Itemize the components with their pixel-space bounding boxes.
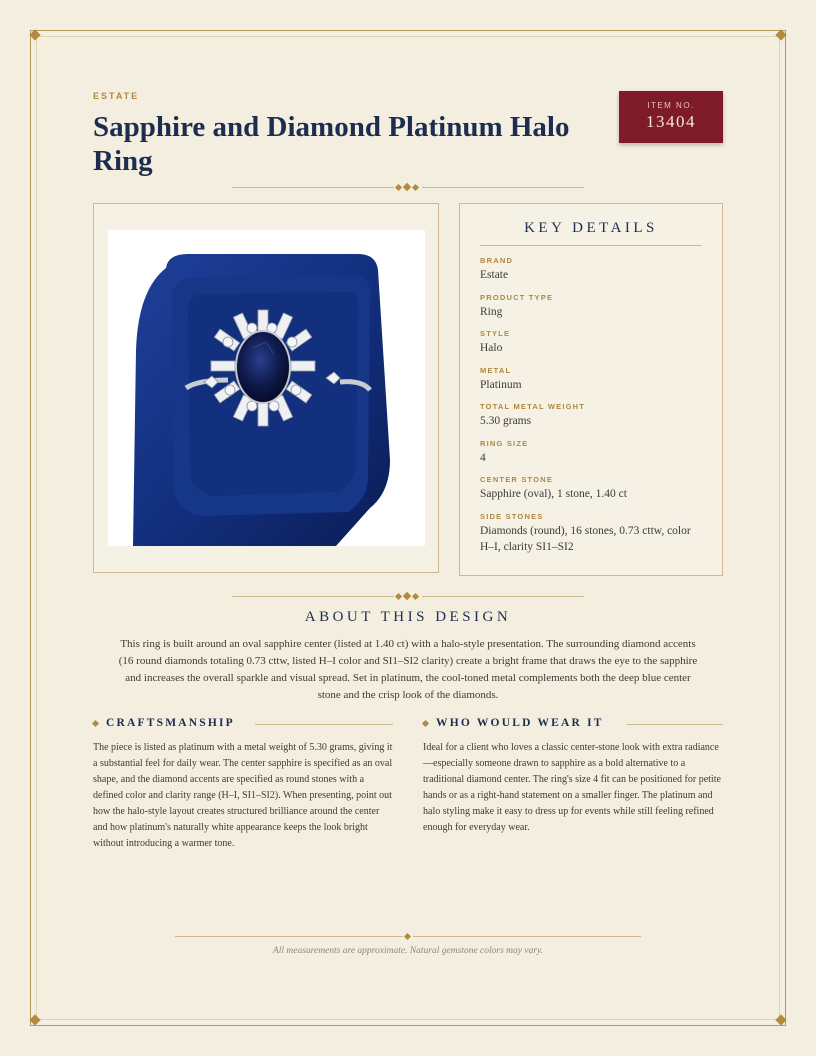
item-number-value: 13404 (646, 112, 696, 131)
spec-center-stone (480, 475, 705, 502)
ornamental-divider (232, 592, 584, 602)
ring-in-box-image (108, 230, 425, 546)
spec-value: Platinum (480, 379, 522, 391)
ornamental-divider (232, 183, 584, 193)
spec-value: Sapphire (oval), 1 stone, 1.40 ct (480, 488, 627, 500)
about-heading: ABOUT THIS DESIGN (304, 609, 512, 625)
key-details-panel (459, 203, 723, 576)
spec-label: RING SIZE (480, 439, 529, 448)
craftsmanship-heading: CRAFTSMANSHIP (106, 717, 235, 729)
diamond-bullet-icon (422, 720, 429, 727)
spec-label: BRAND (480, 256, 514, 265)
product-photo-frame (93, 203, 439, 573)
diamond-bullet-icon (92, 720, 99, 727)
spec-label: PRODUCT TYPE (480, 293, 554, 302)
product-photo (108, 230, 425, 546)
spec-label: CENTER STONE (480, 475, 554, 484)
key-details-divider (480, 245, 702, 246)
spec-label: TOTAL METAL WEIGHT (480, 402, 586, 411)
page-title: Sapphire and Diamond Platinum Halo Ring (93, 111, 570, 177)
about-paragraph: This ring is built around an oval sapphire center (listed at 1.40 ct) with a halo-style presentation. The surrounding diamond accents (16 round diamonds totaling 0.73 cttw, listed H–I color and SI1–SI2 clarity) create a bright frame that draws the eye to the sapphire and increases the overall sparkle and visual spread. Set in platinum, the cool-toned metal complements both the deep blue center stone and the crisp look of the diamonds. (118, 638, 698, 701)
diamond-ornament-icon (404, 933, 411, 940)
spec-value: 4 (480, 452, 486, 464)
spec-value: 5.30 grams (480, 415, 532, 427)
craftsmanship-paragraph: The piece is listed as platinum with a metal weight of 5.30 grams, giving it a substantial feel for daily wear. The center sapphire is specified as an oval shape, and the diamond accents are specified as round stones with a defined color and clarity range (H–I, SI1–SI2). When presenting, point out how the halo-style layout creates structured brilliance around the center and how platinum's naturally white appearance keeps the look bright without introducing a warmer tone. (93, 742, 393, 849)
spec-product-type (480, 293, 705, 320)
spec-value: Halo (480, 342, 503, 354)
diamond-ornament-icon (403, 183, 411, 191)
craftsmanship-heading-row (93, 717, 393, 731)
spec-label: METAL (480, 366, 512, 375)
footer-divider (175, 932, 641, 942)
diamond-ornament-icon (395, 184, 402, 191)
diamond-ornament-icon (412, 184, 419, 191)
spec-label: SIDE STONES (480, 512, 544, 521)
diamond-ornament-icon (412, 593, 419, 600)
spec-metal (480, 366, 705, 393)
spec-value: Estate (480, 269, 509, 281)
category-eyebrow: ESTATE (93, 91, 140, 101)
spec-value: Ring (480, 306, 503, 318)
who-would-wear-paragraph: Ideal for a client who loves a classic center-stone look with extra radiance—especially someone drawn to sapphire as a bold alternative to a traditional diamond center. The ring's size 4 fit can be positioned for petite hands or as a right-hand statement on a smaller finger. The platinum and halo styling make it easy to dress up for events while still feeling refined enough for everyday wear. (423, 742, 721, 833)
spec-total-metal-weight (480, 402, 705, 429)
who-would-wear-heading: WHO WOULD WEAR IT (436, 717, 604, 729)
spec-style (480, 329, 705, 356)
spec-value: Diamonds (round), 16 stones, 0.73 cttw, color H–I, clarity SI1–SI2 (480, 525, 691, 553)
diamond-ornament-icon (403, 592, 411, 600)
spec-label: STYLE (480, 329, 511, 338)
diamond-ornament-icon (395, 593, 402, 600)
item-number-badge (619, 91, 723, 143)
key-details-heading: KEY DETAILS (524, 220, 658, 236)
footer-disclaimer: All measurements are approximate. Natural gemstone colors may vary. (272, 946, 544, 956)
who-would-wear-heading-row (423, 717, 723, 731)
spec-side-stones (480, 512, 702, 555)
spec-ring-size (480, 439, 705, 466)
spec-brand (480, 256, 705, 283)
item-number-label: ITEM NO. (647, 101, 695, 110)
